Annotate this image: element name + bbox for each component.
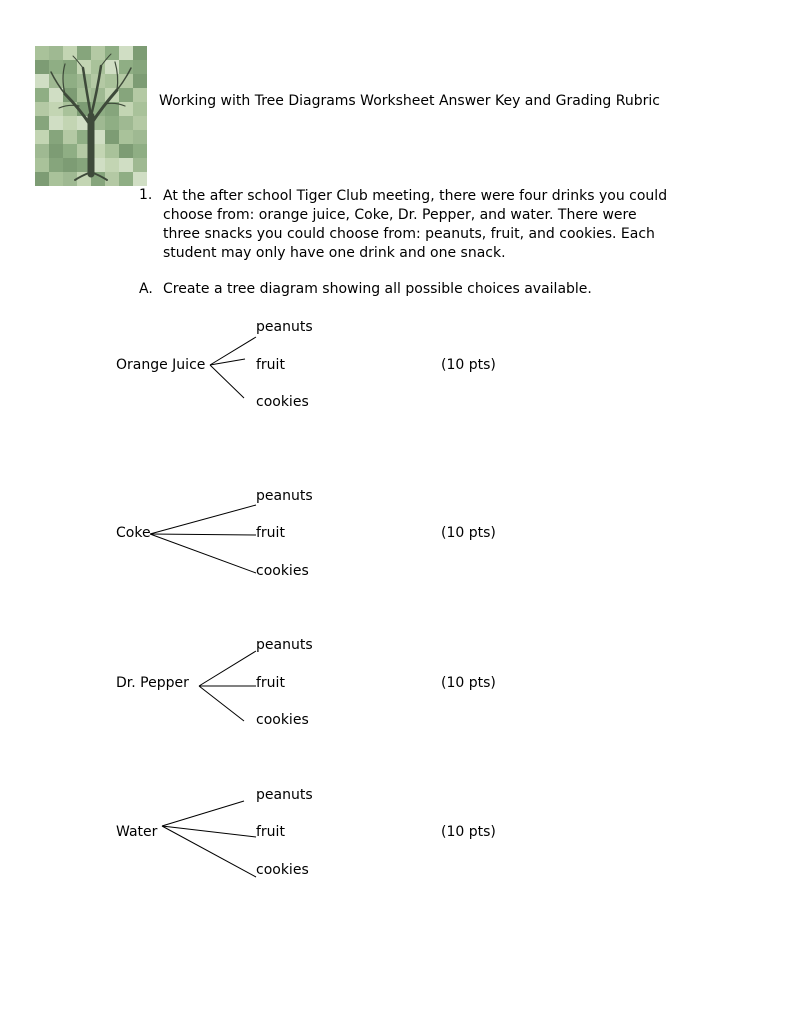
part-instruction: Create a tree diagram showing all possible choices available. [163,281,592,297]
branch-peanuts: peanuts [256,488,313,504]
branch-peanuts: peanuts [256,637,313,653]
question-number: 1. [139,187,153,203]
branch-line-2-3 [150,534,256,573]
part-letter: A. [139,281,153,297]
points-label: (10 pts) [441,675,496,691]
branch-line-4-1 [162,801,244,826]
tree-root-orange-juice: Orange Juice [116,357,206,373]
page-title: Working with Tree Diagrams Worksheet Answer Key and Grading Rubric [159,93,660,109]
points-label: (10 pts) [441,824,496,840]
branch-cookies: cookies [256,563,309,579]
branch-fruit: fruit [256,357,285,373]
branch-peanuts: peanuts [256,319,313,335]
branch-cookies: cookies [256,394,309,410]
branch-peanuts: peanuts [256,787,313,803]
branch-cookies: cookies [256,862,309,878]
tree-root-dr-pepper: Dr. Pepper [116,675,189,691]
branch-cookies: cookies [256,712,309,728]
tree-root-coke: Coke [116,525,151,541]
branch-line-4-3 [162,826,256,877]
question-text: At the after school Tiger Club meeting, there were four drinks you could choose from: orange juice, Coke, Dr. Pepper, and water. There were three snacks you could choose from: peanuts, fruit, and cookies. Each student may only have one drink and one snack. [163,188,668,261]
branch-line-2-1 [150,505,256,534]
branch-line-1-3 [210,365,244,398]
branch-fruit: fruit [256,824,285,840]
branch-line-4-2 [162,826,256,837]
branch-fruit: fruit [256,675,285,691]
tree-root-water: Water [116,824,158,840]
branch-line-3-1 [199,651,256,686]
branch-line-2-2 [150,534,256,535]
branch-fruit: fruit [256,525,285,541]
branch-line-3-3 [199,686,244,721]
points-label: (10 pts) [441,357,496,373]
points-label: (10 pts) [441,525,496,541]
